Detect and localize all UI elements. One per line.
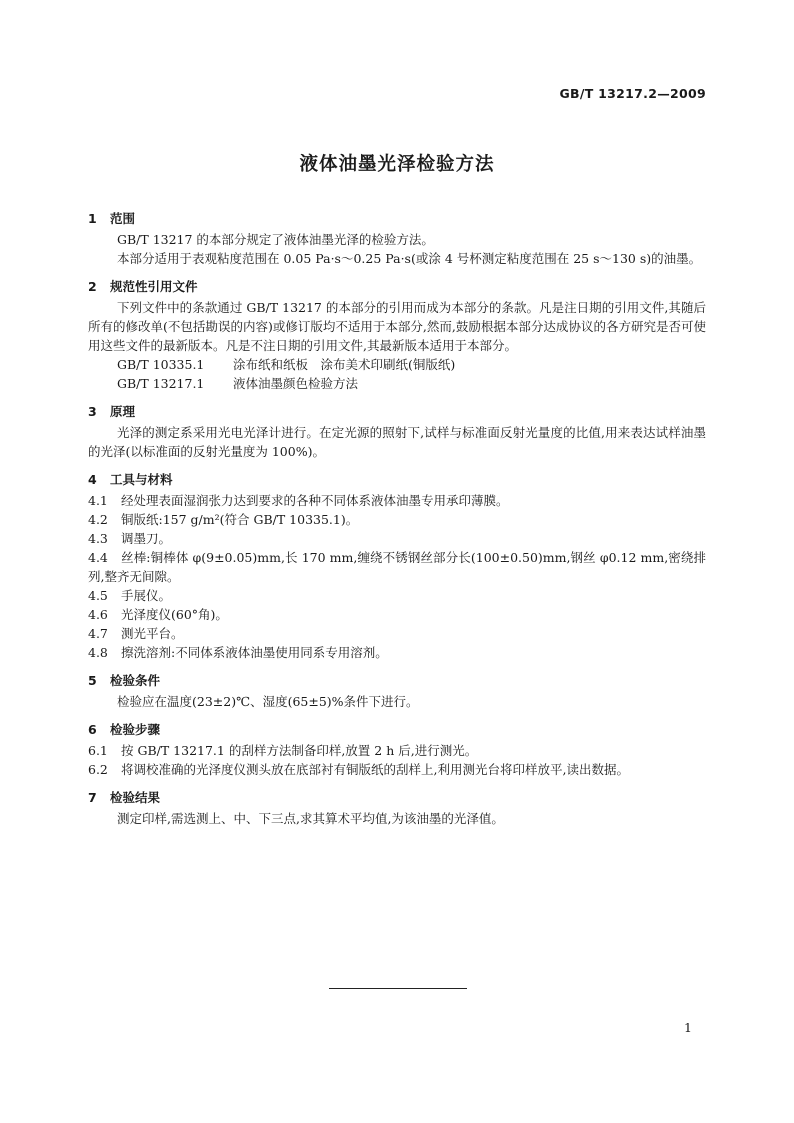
item-text: 经处理表面湿润张力达到要求的各种不同体系液体油墨专用承印薄膜。 <box>121 493 509 508</box>
document-title: 液体油墨光泽检验方法 <box>299 154 495 175</box>
item-number: 4.5 <box>88 588 108 603</box>
item-text: 光泽度仪(60°角)。 <box>121 607 228 622</box>
item-number: 4.6 <box>88 607 108 622</box>
section-7-heading <box>88 787 706 809</box>
section-number: 7 <box>88 790 97 805</box>
item-number: 4.7 <box>88 626 108 641</box>
list-item <box>88 529 706 548</box>
reference-title: 液体油墨颜色检验方法 <box>233 376 359 391</box>
list-item <box>88 548 706 586</box>
list-item <box>88 605 706 624</box>
item-number: 4.1 <box>88 493 108 508</box>
item-text: 擦洗溶剂:不同体系液体油墨使用同系专用溶剂。 <box>121 645 388 660</box>
section-4-heading <box>88 469 706 491</box>
list-item <box>88 510 706 529</box>
section-title: 工具与材料 <box>110 472 173 487</box>
item-number: 6.1 <box>88 743 108 758</box>
item-text: 测光平台。 <box>121 626 184 641</box>
paragraph: GB/T 13217 的本部分规定了液体油墨光泽的检验方法。 <box>117 232 434 247</box>
paragraph: 本部分适用于表观粘度范围在 0.05 Pa·s～0.25 Pa·s(或涂 4 号杯测定粘度范围在 25 s～130 s)的油墨。 <box>117 251 702 266</box>
section-title: 检验条件 <box>110 673 161 688</box>
list-item <box>88 760 706 779</box>
reference-item <box>88 374 706 393</box>
section-title: 检验结果 <box>110 790 161 805</box>
item-number: 4.8 <box>88 645 108 660</box>
section-title: 检验步骤 <box>110 722 161 737</box>
item-number: 4.2 <box>88 512 108 527</box>
item-number: 6.2 <box>88 762 108 777</box>
section-6-heading <box>88 719 706 741</box>
document-body <box>88 208 706 828</box>
page-number: 1 <box>684 1020 692 1035</box>
section-2-heading <box>88 276 706 298</box>
list-item <box>88 586 706 605</box>
section-3-heading <box>88 401 706 423</box>
reference-item <box>88 355 706 374</box>
item-text: 调墨刀。 <box>121 531 172 546</box>
list-item <box>88 741 706 760</box>
item-text: 手展仪。 <box>121 588 172 603</box>
item-number: 4.3 <box>88 531 108 546</box>
list-item <box>88 491 706 510</box>
item-text: 将调校准确的光泽度仪测头放在底部衬有铜版纸的刮样上,利用测光台将印样放平,读出数据。 <box>121 762 629 777</box>
item-text: 按 GB/T 13217.1 的刮样方法制备印样,放置 2 h 后,进行测光。 <box>121 743 478 758</box>
section-1-heading <box>88 208 706 230</box>
section-number: 2 <box>88 279 97 294</box>
section-5-heading <box>88 670 706 692</box>
list-item <box>88 643 706 662</box>
list-item <box>88 624 706 643</box>
section-number: 1 <box>88 211 97 226</box>
end-rule <box>329 988 467 989</box>
reference-code: GB/T 10335.1 <box>117 357 205 372</box>
section-title: 原理 <box>110 404 136 419</box>
reference-code: GB/T 13217.1 <box>117 376 205 391</box>
item-number: 4.4 <box>88 550 108 565</box>
reference-title: 涂布纸和纸板 涂布美术印刷纸(铜版纸) <box>233 357 456 372</box>
paragraph: 测定印样,需选测上、中、下三点,求其算术平均值,为该油墨的光泽值。 <box>117 811 504 826</box>
section-number: 3 <box>88 404 97 419</box>
section-number: 5 <box>88 673 97 688</box>
item-text: 丝棒:铜棒体 φ(9±0.05)mm,长 170 mm,缠绕不锈钢丝部分长(100±0.50)mm,钢丝 φ0.12 mm,密绕排列,整齐无间隙。 <box>88 550 706 584</box>
paragraph: 光泽的测定系采用光电光泽计进行。在定光源的照射下,试样与标准面反射光量度的比值,用来表达试样油墨的光泽(以标准面的反射光量度为 100%)。 <box>88 425 706 459</box>
section-title: 范围 <box>110 211 136 226</box>
paragraph: 下列文件中的条款通过 GB/T 13217 的本部分的引用而成为本部分的条款。凡是注日期的引用文件,其随后所有的修改单(不包括勘误的内容)或修订版均不适用于本部分,然而,鼓励根据本部分达成协议的各方研究是否可使用这些文件的最新版本。凡是不注日期的引用文件,其最新版本适用于本部分。 <box>88 300 706 353</box>
section-title: 规范性引用文件 <box>110 279 198 294</box>
standard-code: GB/T 13217.2—2009 <box>559 86 706 101</box>
section-number: 6 <box>88 722 97 737</box>
paragraph: 检验应在温度(23±2)℃、湿度(65±5)%条件下进行。 <box>117 694 419 709</box>
item-text: 铜版纸:157 g/m²(符合 GB/T 10335.1)。 <box>121 512 359 527</box>
section-number: 4 <box>88 472 97 487</box>
